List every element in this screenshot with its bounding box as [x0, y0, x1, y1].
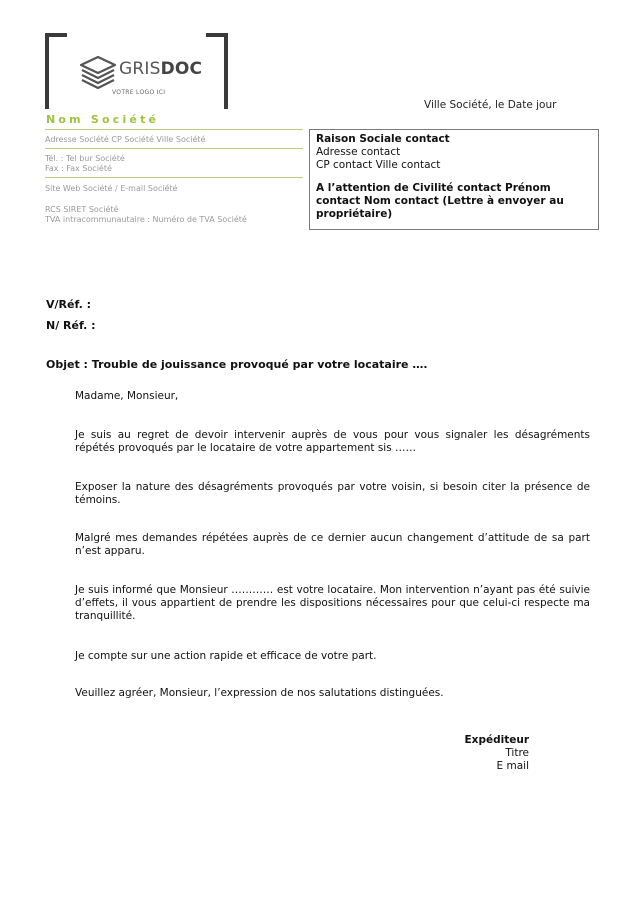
recipient-attention-line: propriétaire)	[316, 208, 393, 220]
signature-email: E mail	[496, 760, 529, 772]
recipient-address: Adresse contact	[316, 146, 401, 158]
our-reference: N/ Réf. :	[46, 319, 96, 332]
body-paragraph: Je suis informé que Monsieur ………… est votre locataire. Mon intervention n’ayant pas été suivie d’effets, il vous appartient de prendre les dispositions nécessaires pour que celui-ci respecte ma tranquillité.	[75, 584, 590, 622]
letter-subject: Objet : Trouble de jouissance provoqué par votre locataire ….	[46, 358, 428, 371]
sender-rcs: RCS SIRET Société	[45, 205, 119, 214]
city-date: Ville Société, le Date jour	[424, 99, 557, 111]
logo-tagline: VOTRE LOGO ICI	[112, 89, 166, 96]
sender-address: Adresse Société CP Société Ville Société	[45, 135, 206, 144]
layers-logo-icon	[78, 55, 118, 89]
body-paragraph: Je compte sur une action rapide et efficace de votre part.	[75, 650, 377, 662]
recipient-city: CP contact Ville contact	[316, 159, 441, 171]
signature-label: Expéditeur	[464, 734, 529, 746]
divider	[45, 129, 303, 130]
sender-web-email: Site Web Société / E-mail Société	[45, 184, 178, 193]
signature-title: Titre	[505, 747, 529, 759]
recipient-company: Raison Sociale contact	[316, 133, 450, 145]
divider	[45, 177, 303, 178]
recipient-attention-line: contact Nom contact (Lettre à envoyer au	[316, 195, 564, 207]
sender-company-name: Nom Société	[46, 113, 160, 126]
sender-phone: Tél. : Tel bur Société	[45, 154, 125, 163]
divider	[45, 148, 303, 149]
sender-tva: TVA intracommunautaire : Numéro de TVA Société	[45, 215, 247, 224]
body-paragraph: Malgré mes demandes répétées auprès de ce dernier aucun changement d’attitude de sa part n’est apparu.	[75, 532, 590, 557]
recipient-attention-line: A l’attention de Civilité contact Prénom	[316, 182, 551, 194]
body-paragraph: Exposer la nature des désagréments provoqués par votre voisin, si besoin citer la présence de témoins.	[75, 481, 590, 506]
greeting: Madame, Monsieur,	[75, 390, 179, 402]
sender-info-block	[45, 129, 303, 232]
closing-formula: Veuillez agréer, Monsieur, l’expression de nos salutations distinguées.	[75, 687, 444, 699]
your-reference: V/Réf. :	[46, 298, 92, 311]
sender-fax: Fax : Fax Société	[45, 164, 112, 173]
logo-wordmark: GRISDOC	[119, 59, 203, 79]
body-paragraph: Je suis au regret de devoir intervenir auprès de vous pour vous signaler les désagréments répétés provoqués par le locataire de votre appartement sis ……	[75, 429, 590, 454]
recipient-address-box	[309, 129, 599, 230]
